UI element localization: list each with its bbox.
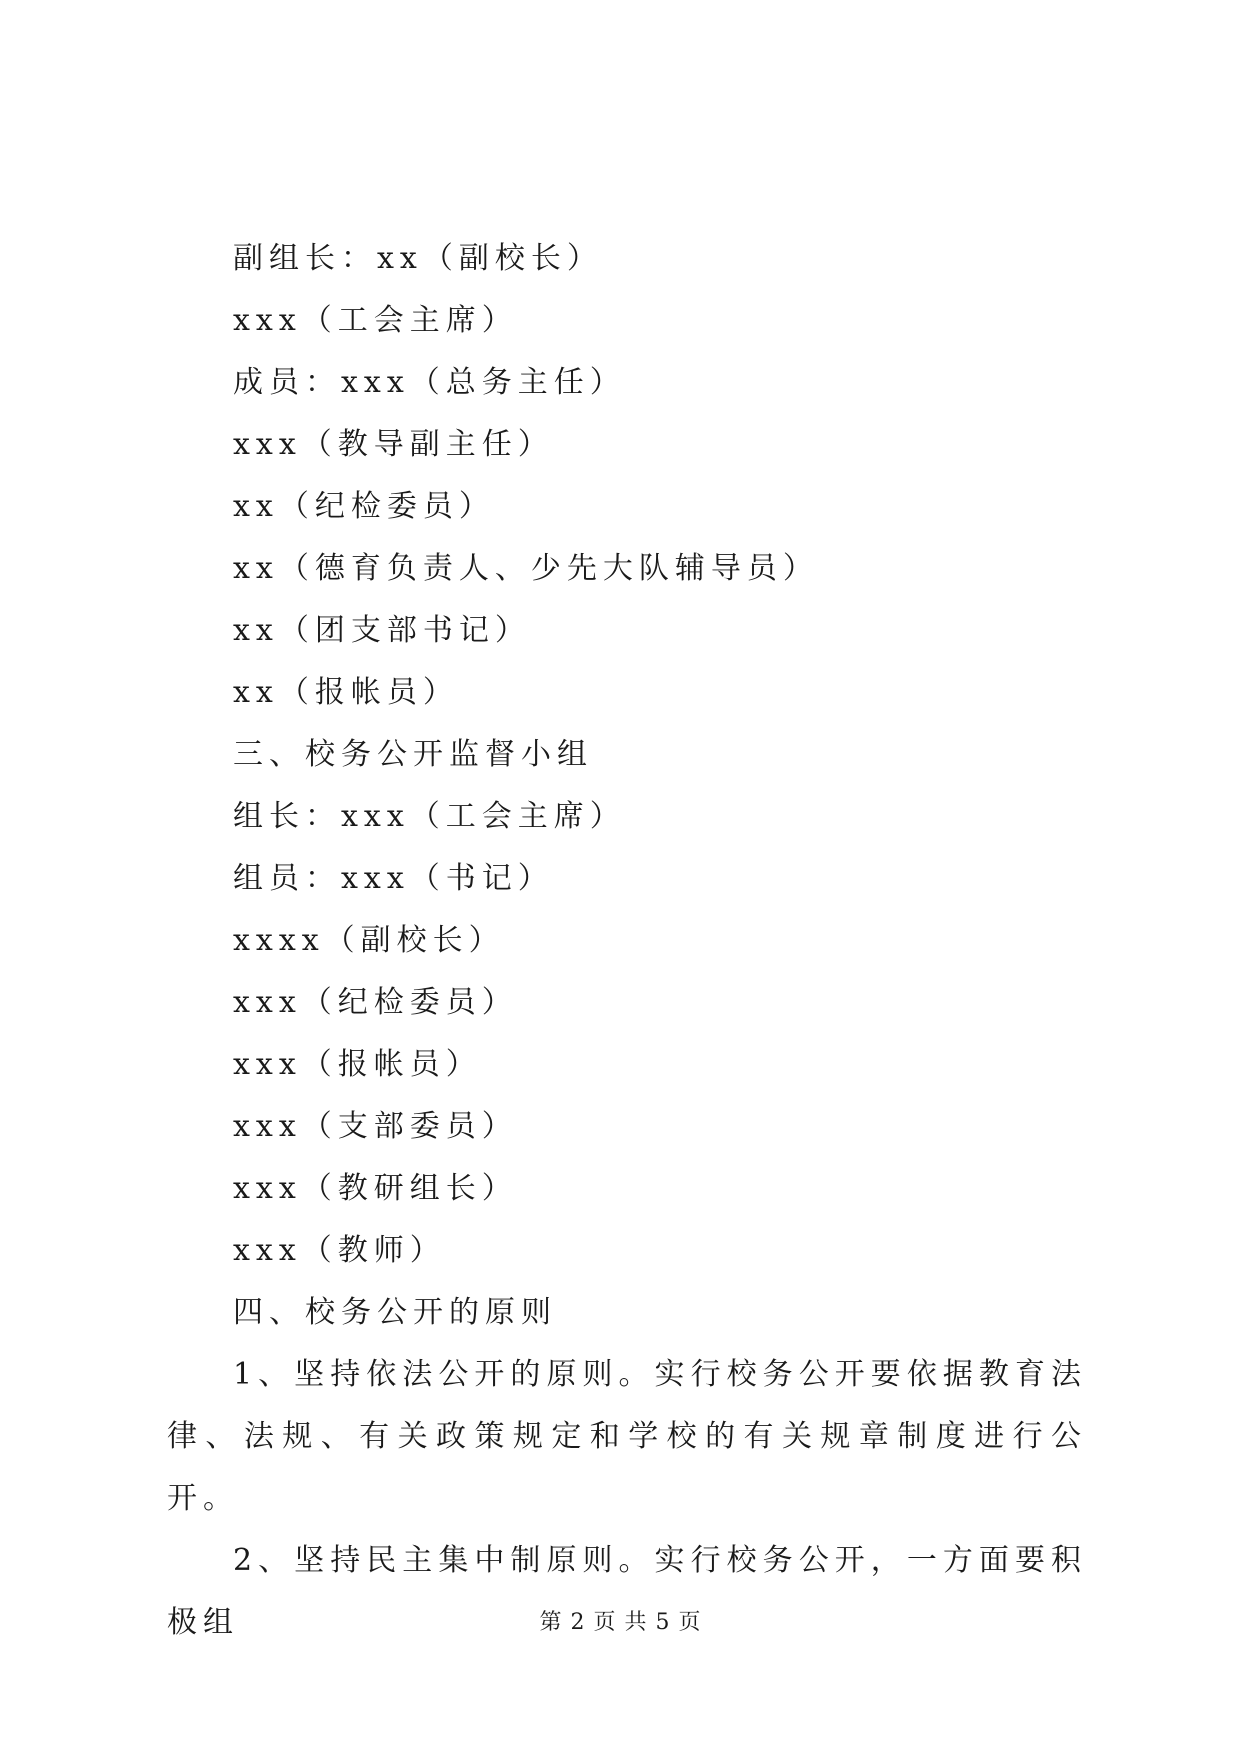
- paragraph: 2、坚持民主集中制原则。实行校务公开，一方面要积极组: [167, 1543, 1087, 1640]
- text-line: xx（报帐员）: [233, 675, 459, 710]
- text-line: xxx（教研组长）: [233, 1171, 518, 1206]
- document-body: [167, 228, 1087, 1654]
- page-footer: 第 2 页 共 5 页: [539, 1610, 702, 1635]
- paragraph: 1、坚持依法公开的原则。实行校务公开要依据教育法律、法规、有关政策规定和学校的有关规章制度进行公开。: [167, 1357, 1087, 1516]
- text-line: 副组长：xx（副校长）: [233, 241, 603, 276]
- text-line: xx（德育负责人、少先大队辅导员）: [233, 551, 819, 586]
- text-line: xxxx（副校长）: [233, 923, 505, 958]
- text-line: xxx（教导副主任）: [233, 427, 554, 462]
- text-line: xx（团支部书记）: [233, 613, 531, 648]
- text-line: 组员：xxx（书记）: [233, 861, 554, 896]
- text-line: 成员：xxx（总务主任）: [233, 365, 626, 400]
- text-line: xxx（教师）: [233, 1233, 446, 1268]
- text-line: xxx（支部委员）: [233, 1109, 518, 1144]
- text-line: xx（纪检委员）: [233, 489, 495, 524]
- text-line: xxx（报帐员）: [233, 1047, 482, 1082]
- text-line: 组长：xxx（工会主席）: [233, 799, 626, 834]
- section-heading: 四、校务公开的原则: [233, 1295, 557, 1330]
- text-line: xxx（工会主席）: [233, 303, 518, 338]
- section-heading: 三、校务公开监督小组: [233, 737, 593, 772]
- text-line: xxx（纪检委员）: [233, 985, 518, 1020]
